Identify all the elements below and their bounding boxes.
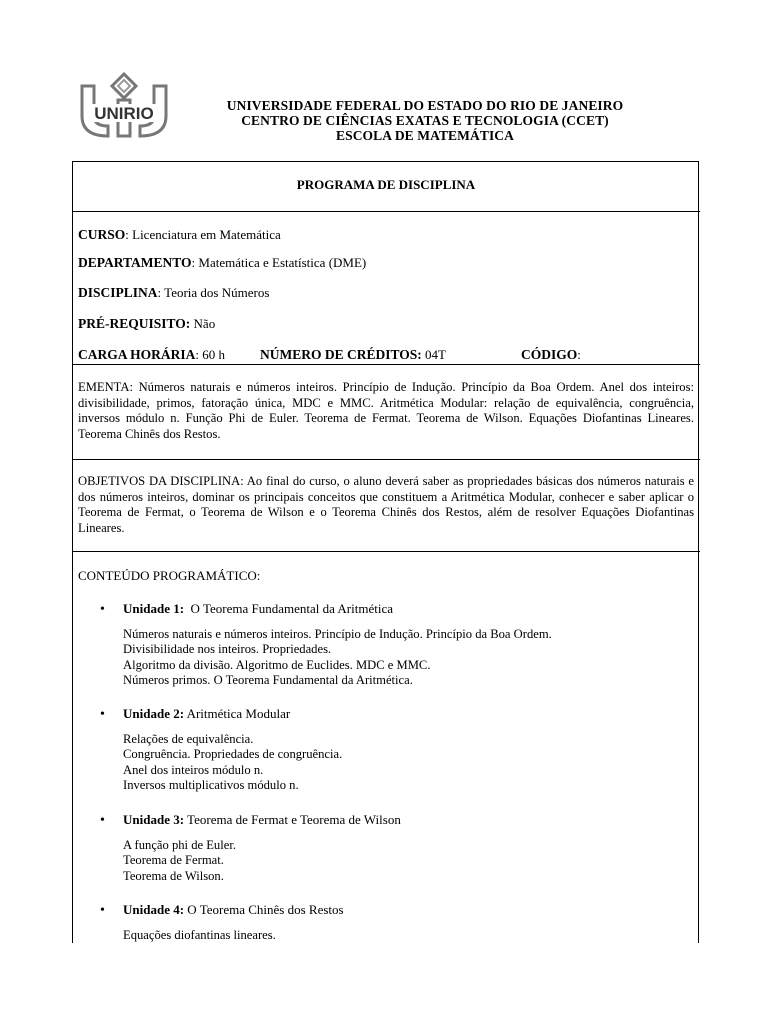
unit-3-name: Teorema de Fermat e Teorema de Wilson (184, 812, 401, 827)
unirio-logo (78, 70, 170, 140)
unit-2-line: Inversos multiplicativos módulo n. (123, 777, 299, 792)
objetivos-text: OBJETIVOS DA DISCIPLINA: Ao final do curso, o aluno deverá saber as propriedades básicas dos números naturais e dos números inteiros, dominar os principais conceitos que constituem a Aritmética Modular, conhecer e saber aplicar o Teorema de Fermat, o Teorema de Wilson e o Teorema Chinês dos Restos, além de resolver Equações Diofantinas Lineares. (78, 474, 694, 535)
field-prerequisito (78, 316, 215, 332)
unit-1-line: Algoritmo da divisão. Algoritmo de Euclides. MDC e MMC. (123, 657, 431, 672)
field-carga-label: CARGA HORÁRIA (78, 347, 196, 362)
unit-2-heading (100, 706, 290, 723)
field-codigo-value: : (577, 347, 581, 362)
unit-1-lines (123, 627, 552, 688)
field-disciplina-label: DISCIPLINA (78, 285, 158, 300)
unit-2-name: Aritmética Modular (184, 706, 291, 721)
field-departamento-label: DEPARTAMENTO (78, 255, 192, 270)
conteudo-title: CONTEÚDO PROGRAMÁTICO: (78, 568, 261, 583)
ementa-text: EMENTA: Números naturais e números inteiros. Princípio de Indução. Princípio da Boa Ordem. Anel dos inteiros: divisibilidade, primos, fatoração única, MDC e MMC. Aritmética Modular: relação de equivalência, congruência, inversos módulo n. Função Phi de Euler. Teorema de Fermat. Teorema de Wilson. Equações Diofantinas Lineares. Teorema Chinês dos Restos. (78, 380, 694, 441)
unit-1-heading (100, 601, 393, 618)
header-school: ESCOLA DE MATEMÁTICA (335, 128, 515, 143)
unit-4-line: Equações diofantinas lineares. (123, 928, 276, 942)
unit-2-line: Congruência. Propriedades de congruência. (123, 747, 343, 762)
unit-3-line: Teorema de Wilson. (123, 868, 224, 883)
unit-2-line: Relações de equivalência. (123, 732, 254, 746)
unit-2-line: Anel dos inteiros módulo n. (123, 762, 264, 777)
header-center: CENTRO DE CIÊNCIAS EXATAS E TECNOLOGIA (CCET) (241, 113, 609, 128)
divider-ementa (72, 459, 700, 460)
header-university: UNIVERSIDADE FEDERAL DO ESTADO DO RIO DE JANEIRO (226, 98, 624, 113)
program-title: PROGRAMA DE DISCIPLINA (296, 177, 476, 192)
field-disciplina-value: : Teoria dos Números (157, 285, 270, 300)
field-curso-value: : Licenciatura em Matemática (125, 227, 281, 242)
unit-1-line: Números naturais e números inteiros. Princípio de Indução. Princípio da Boa Ordem. (123, 627, 552, 641)
field-curso-label: CURSO (78, 227, 126, 242)
unit-3-label: Unidade 3: (123, 812, 185, 827)
field-departamento (78, 255, 366, 271)
field-carga-value: : 60 h (195, 347, 226, 362)
field-codigo-label: CÓDIGO (521, 347, 578, 362)
unit-1-line: Números primos. O Teorema Fundamental da Aritmética. (123, 672, 413, 687)
unit-1-label: Unidade 1: (123, 601, 185, 616)
unit-2-lines (123, 732, 342, 793)
unit-3-line: A função phi de Euler. (123, 838, 236, 852)
unit-1-name: O Teorema Fundamental da Aritmética (184, 601, 393, 616)
field-prerequisito-label: PRÉ-REQUISITO: (78, 316, 191, 331)
divider-fields (72, 364, 700, 365)
field-creditos-value: 04T (421, 347, 446, 362)
bullet-icon: • (100, 813, 105, 828)
unirio-logo-graphic (78, 70, 170, 140)
field-prerequisito-value: Não (190, 316, 216, 331)
unit-1-line: Divisibilidade nos inteiros. Propriedades. (123, 642, 332, 657)
institution-header (190, 98, 660, 143)
field-creditos (260, 347, 446, 363)
bullet-icon: • (100, 602, 105, 617)
unit-3-heading (100, 812, 401, 829)
divider-objetivos (72, 551, 700, 552)
unit-4-label: Unidade 4: (123, 902, 185, 917)
field-carga-horaria (78, 347, 225, 363)
bullet-icon: • (100, 903, 105, 918)
unit-4-heading (100, 902, 344, 919)
field-codigo (521, 347, 581, 363)
field-creditos-label: NÚMERO DE CRÉDITOS: (260, 347, 422, 362)
unit-3-line: Teorema de Fermat. (123, 853, 224, 868)
field-curso (78, 227, 281, 243)
divider-title (72, 211, 700, 212)
field-departamento-value: : Matemática e Estatística (DME) (191, 255, 367, 270)
unit-2-label: Unidade 2: (123, 706, 185, 721)
field-disciplina (78, 285, 269, 301)
unit-4-name: O Teorema Chinês dos Restos (184, 902, 344, 917)
unit-4-lines (123, 928, 276, 943)
bullet-icon: • (100, 707, 105, 722)
logo-text: UNIRIO (94, 104, 154, 123)
unit-3-lines (123, 838, 236, 884)
